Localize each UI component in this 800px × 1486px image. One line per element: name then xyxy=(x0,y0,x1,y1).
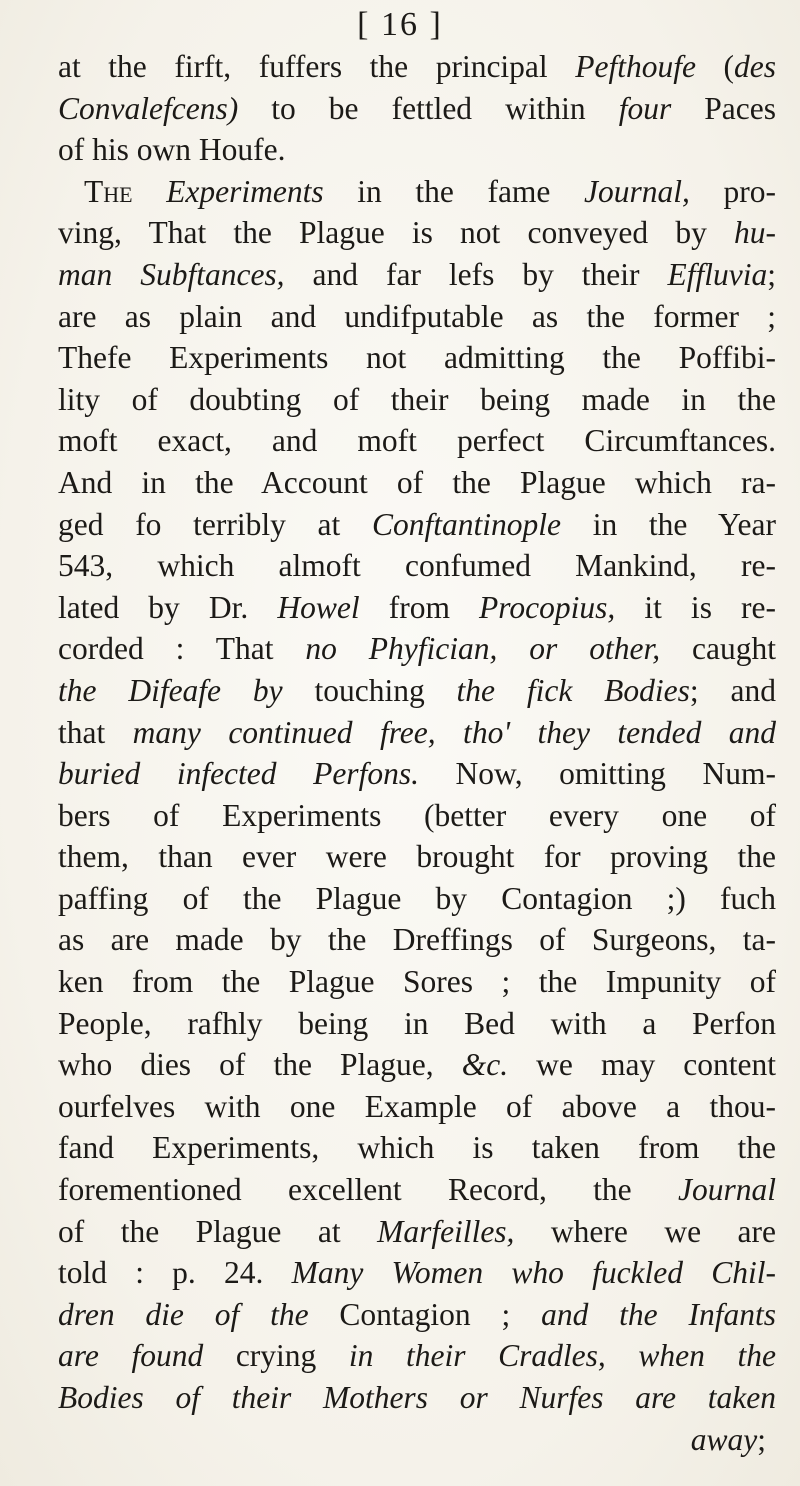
text-run: ving, That the Plague is not conveyed by xyxy=(58,215,734,251)
text-run: Paces xyxy=(671,90,776,126)
text-run: Now, omitting Num- xyxy=(418,756,776,792)
text-run: away xyxy=(690,1421,758,1457)
text-line xyxy=(58,129,776,171)
text-line xyxy=(58,1044,776,1086)
text-run: we may content xyxy=(508,1047,776,1083)
text-run: Howel xyxy=(277,589,360,625)
text-run: where we are xyxy=(514,1213,776,1249)
text-run: in their Cradles, when the xyxy=(348,1338,776,1374)
text-run: to be fettled within xyxy=(238,90,619,126)
text-run: Journal xyxy=(678,1172,776,1208)
text-run: 543, which almoft confumed Mankind, re- xyxy=(58,548,776,584)
text-run: People, rafhly being in Bed with a Perfon xyxy=(58,1005,776,1041)
text-line xyxy=(58,670,776,712)
text-run: bers of Experiments (better every one of xyxy=(58,797,776,833)
text-run: ( xyxy=(695,49,734,84)
text-line xyxy=(58,337,776,379)
text-run xyxy=(133,174,167,209)
page-number: [ 16 ] xyxy=(357,6,443,43)
text-run: crying xyxy=(203,1338,349,1374)
text-run: ; and xyxy=(689,672,776,708)
text-run: &c. xyxy=(461,1047,509,1083)
text-line xyxy=(58,753,776,795)
text-run: ged fo terribly at xyxy=(58,506,372,542)
text-run: corded : That xyxy=(58,631,306,667)
text-line xyxy=(58,961,776,1003)
text-run: Marfeilles, xyxy=(377,1213,515,1249)
text-run: of the Plague at xyxy=(58,1213,378,1249)
text-line xyxy=(58,1003,776,1045)
text-line xyxy=(58,1211,776,1253)
text-run: it is re- xyxy=(615,589,776,625)
text-line xyxy=(58,46,776,88)
text-line xyxy=(58,296,776,338)
text-line xyxy=(58,587,776,629)
text-line xyxy=(58,712,776,754)
text-run: Contagion ; xyxy=(308,1296,542,1332)
text-run: four xyxy=(618,90,672,126)
text-run: that xyxy=(58,714,133,750)
text-line xyxy=(58,1252,776,1294)
text-line xyxy=(58,1335,776,1377)
text-line xyxy=(58,919,776,961)
text-run: paffing of the Plague by Contagion ;) fuch xyxy=(58,880,776,916)
text-run: man Subftances, xyxy=(58,256,285,292)
text-run: no Phyfician, or other, xyxy=(305,631,661,667)
text-run: told : p. 24. xyxy=(58,1255,292,1291)
text-run: who dies of the Plague, xyxy=(58,1047,462,1083)
text-run: Effluvia xyxy=(667,256,768,292)
text-run: as are made by the Dreffings of Surgeons, ta- xyxy=(58,922,776,958)
text-line xyxy=(58,795,776,837)
text-line xyxy=(58,545,776,587)
text-line xyxy=(58,1169,776,1211)
text-line xyxy=(58,1127,776,1169)
text-run: ourfelves with one Example of above a thou- xyxy=(58,1088,776,1124)
text-line xyxy=(58,504,776,546)
text-run: are as plain and undifputable as the former ; xyxy=(58,298,776,334)
text-run: dren die of the xyxy=(58,1296,309,1332)
text-run: in the Year xyxy=(561,506,776,542)
text-line xyxy=(58,836,776,878)
text-line xyxy=(58,379,776,421)
text-run: the Difeafe by xyxy=(58,672,283,708)
text-run: lated by Dr. xyxy=(58,589,278,625)
text-run: buried infected Perfons. xyxy=(58,756,419,792)
text-run: touching xyxy=(282,672,457,708)
text-line xyxy=(58,1294,776,1336)
text-line xyxy=(58,628,776,670)
text-run: lity of doubting of their being made in the xyxy=(58,381,776,417)
text-run: in the fame xyxy=(323,173,585,209)
text-line xyxy=(58,88,776,130)
text-run: from xyxy=(359,589,480,625)
text-line xyxy=(58,1377,776,1419)
text-run: and far lefs by their xyxy=(284,256,668,292)
text-line xyxy=(58,878,776,920)
text-run: Procopius, xyxy=(479,589,616,625)
text-run: many continued free, tho' they tended and xyxy=(132,714,776,750)
text-run: Bodies of their Mothers or Nurfes are taken xyxy=(58,1380,776,1415)
text-run: Pefthoufe xyxy=(575,49,696,84)
text-line xyxy=(58,420,776,462)
text-run: hu- xyxy=(734,215,776,251)
text-run: pro- xyxy=(689,173,776,209)
text-run: are found xyxy=(58,1338,204,1374)
page-body-text xyxy=(58,46,776,1460)
text-run: fand Experiments, which is taken from the xyxy=(58,1130,776,1166)
text-run: des xyxy=(733,49,776,84)
text-run: Convalefcens) xyxy=(58,90,239,126)
text-run: And in the Account of the Plague which ra- xyxy=(58,464,776,500)
text-run: at the firft, fuffers the principal xyxy=(58,49,576,84)
text-run: Experiments xyxy=(166,173,324,209)
text-line xyxy=(58,462,776,504)
text-line xyxy=(58,212,776,254)
text-run: the fick Bodies xyxy=(456,672,690,708)
text-run: Conftantinople xyxy=(372,506,561,542)
text-run: and the Infants xyxy=(541,1296,776,1332)
text-run: Journal, xyxy=(584,173,690,209)
text-run: Many Women who fuckled Chil- xyxy=(291,1255,776,1291)
text-line xyxy=(58,254,776,296)
text-run: caught xyxy=(660,631,776,667)
text-line xyxy=(58,171,776,213)
text-run: of his own Houfe. xyxy=(58,132,286,168)
text-run: moft exact, and moft perfect Circumftances. xyxy=(58,423,776,459)
text-run: ken from the Plague Sores ; the Impunity of xyxy=(58,964,776,1000)
text-run: Thefe Experiments not admitting the Poffibi- xyxy=(58,340,776,376)
text-run: The xyxy=(84,173,133,209)
text-run: forementioned excellent Record, the xyxy=(58,1172,678,1208)
text-line xyxy=(58,1086,776,1128)
text-run: ; xyxy=(757,1421,766,1457)
text-run: ; xyxy=(767,256,776,292)
text-run: them, than ever were brought for proving the xyxy=(58,839,776,875)
text-line xyxy=(58,1419,776,1461)
